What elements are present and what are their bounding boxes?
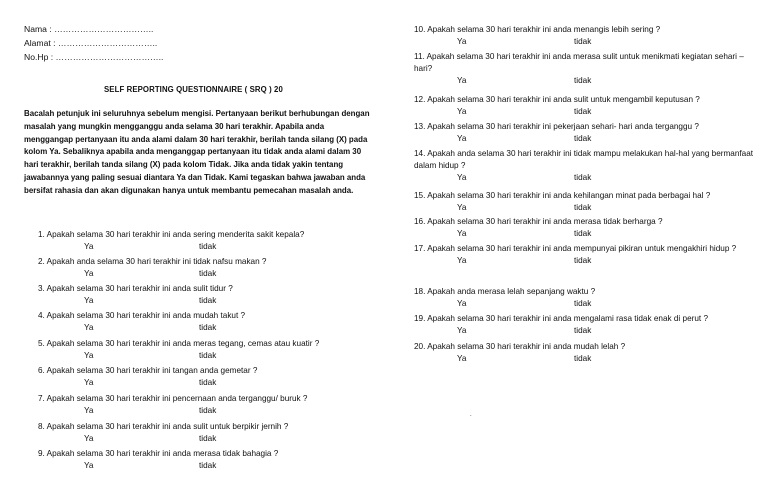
answer-tidak[interactable]: tidak bbox=[199, 433, 217, 443]
answer-row bbox=[414, 106, 754, 118]
question-item bbox=[38, 448, 358, 472]
answer-ya[interactable]: Ya bbox=[84, 295, 94, 305]
answer-tidak[interactable]: tidak bbox=[574, 228, 592, 238]
answer-ya[interactable]: Ya bbox=[457, 172, 467, 182]
answer-ya[interactable]: Ya bbox=[457, 255, 467, 265]
answer-row bbox=[38, 268, 358, 280]
question-text: 7. Apakah selama 30 hari terakhir ini pencernaan anda terganggu/ buruk ? bbox=[38, 394, 308, 403]
answer-tidak[interactable]: tidak bbox=[199, 295, 217, 305]
answer-row bbox=[414, 133, 754, 145]
question-item bbox=[414, 24, 754, 48]
answer-row bbox=[414, 325, 754, 337]
answer-ya[interactable]: Ya bbox=[84, 350, 94, 360]
field-nohp: No.Hp : ……………………………….. bbox=[24, 52, 164, 62]
answer-tidak[interactable]: tidak bbox=[574, 255, 592, 265]
question-item bbox=[414, 243, 754, 267]
answer-tidak[interactable]: tidak bbox=[574, 133, 592, 143]
question-text: 10. Apakah selama 30 hari terakhir ini anda menangis lebih sering ? bbox=[414, 25, 661, 34]
answer-ya[interactable]: Ya bbox=[84, 460, 94, 470]
question-item bbox=[38, 229, 358, 253]
question-item bbox=[414, 148, 754, 184]
question-text: 2. Apakah anda selama 30 hari terakhir ini tidak nafsu makan ? bbox=[38, 257, 267, 266]
question-text: 17. Apakah selama 30 hari terakhir ini anda mempunyai pikiran untuk mengakhiri hidup ? bbox=[414, 244, 737, 253]
answer-ya[interactable]: Ya bbox=[84, 268, 94, 278]
question-text: 16. Apakah selama 30 hari terakhir ini anda merasa tidak berharga ? bbox=[414, 217, 663, 226]
answer-tidak[interactable]: tidak bbox=[574, 298, 592, 308]
question-item bbox=[414, 216, 754, 240]
answer-ya[interactable]: Ya bbox=[457, 133, 467, 143]
answer-tidak[interactable]: tidak bbox=[574, 36, 592, 46]
answer-ya[interactable]: Ya bbox=[84, 241, 94, 251]
answer-row bbox=[38, 460, 358, 472]
question-text: 15. Apakah selama 30 hari terakhir ini anda kehilangan minat pada berbagai hal ? bbox=[414, 191, 711, 200]
answer-row bbox=[414, 202, 754, 214]
answer-row bbox=[414, 172, 754, 184]
answer-tidak[interactable]: tidak bbox=[199, 460, 217, 470]
answer-tidak[interactable]: tidak bbox=[574, 202, 592, 212]
question-item bbox=[414, 341, 754, 365]
question-text: 18. Apakah anda merasa lelah sepanjang waktu ? bbox=[414, 287, 596, 296]
answer-tidak[interactable]: tidak bbox=[199, 322, 217, 332]
instructions-paragraph: Bacalah petunjuk ini seluruhnya sebelum mengisi. Pertanyaan berikut berhubungan dengan masalah yang mungkin mengganggu anda selama 30 hari terakhir. Apabila anda menggangap pertanyaan itu anda alami dalam 30 hari terakhir, berilah tanda silang (X) pada kolom Ya. Sebaliknya apabila anda menganggap pertanyaan itu tidak anda alami dalam 30 hari terakhir, berilah tanda silang (X) pada kolom Tidak. Jika anda tidak yakin tentang jawabannya yang paling sesuai diantara Ya dan Tidak. Kami tegaskan bahwa jawaban anda bersifat rahasia dan akan digunakan hanya untuk membantu pemecahan masalah anda. bbox=[24, 109, 370, 195]
question-text: 12. Apakah selama 30 hari terakhir ini anda sulit untuk mengambil keputusan ? bbox=[414, 95, 700, 104]
question-text: 1. Apakah selama 30 hari terakhir ini anda sering menderita sakit kepala? bbox=[38, 230, 305, 239]
answer-ya[interactable]: Ya bbox=[457, 298, 467, 308]
answer-ya[interactable]: Ya bbox=[84, 377, 94, 387]
question-item bbox=[38, 283, 358, 307]
answer-ya[interactable]: Ya bbox=[457, 228, 467, 238]
question-text: 5. Apakah selama 30 hari terakhir ini anda meras tegang, cemas atau kuatir ? bbox=[38, 339, 320, 348]
question-item bbox=[414, 51, 754, 87]
answer-ya[interactable]: Ya bbox=[457, 75, 467, 85]
answer-row bbox=[414, 298, 754, 310]
question-text: 8. Apakah selama 30 hari terakhir ini anda sulit untuk berpikir jernih ? bbox=[38, 422, 289, 431]
answer-row bbox=[414, 75, 754, 87]
question-text: 3. Apakah selama 30 hari terakhir ini anda sulit tidur ? bbox=[38, 284, 233, 293]
answer-tidak[interactable]: tidak bbox=[574, 75, 592, 85]
question-item bbox=[38, 338, 368, 362]
question-item bbox=[414, 121, 754, 145]
question-item bbox=[414, 286, 754, 310]
answer-row bbox=[38, 350, 368, 362]
question-item bbox=[38, 365, 358, 389]
answer-row bbox=[414, 36, 754, 48]
question-text: 14. Apakah anda selama 30 hari terakhir ini tidak mampu melakukan hal-hal yang bermanfaat dalam hidup ? bbox=[414, 149, 754, 170]
question-text: 6. Apakah selama 30 hari terakhir ini tangan anda gemetar ? bbox=[38, 366, 258, 375]
answer-tidak[interactable]: tidak bbox=[574, 353, 592, 363]
answer-row bbox=[38, 433, 358, 445]
answer-ya[interactable]: Ya bbox=[457, 106, 467, 116]
answer-tidak[interactable]: tidak bbox=[199, 241, 217, 251]
question-text: 13. Apakah selama 30 hari terakhir ini pekerjaan sehari- hari anda terganggu ? bbox=[414, 122, 699, 131]
respondent-fields bbox=[24, 22, 163, 64]
question-item bbox=[38, 310, 358, 334]
answer-tidak[interactable]: tidak bbox=[199, 377, 217, 387]
answer-tidak[interactable]: tidak bbox=[199, 405, 217, 415]
question-text: 19. Apakah selama 30 hari terakhir ini anda mengalami rasa tidak enak di perut ? bbox=[414, 314, 709, 323]
answer-tidak[interactable]: tidak bbox=[574, 106, 592, 116]
answer-row bbox=[414, 255, 754, 267]
answer-ya[interactable]: Ya bbox=[84, 405, 94, 415]
answer-ya[interactable]: Ya bbox=[84, 322, 94, 332]
answer-row bbox=[38, 377, 358, 389]
question-text: 11. Apakah selama 30 hari terakhir ini anda merasa sulit untuk menikmati kegiatan sehari –hari? bbox=[414, 52, 744, 73]
answer-tidak[interactable]: tidak bbox=[199, 350, 217, 360]
field-nama: Nama : …………………………….. bbox=[24, 24, 154, 34]
answer-row bbox=[414, 353, 754, 365]
question-item bbox=[38, 256, 358, 280]
question-text: 9. Apakah selama 30 hari terakhir ini anda merasa tidak bahagia ? bbox=[38, 449, 279, 458]
question-text: 20. Apakah selama 30 hari terakhir ini anda mudah lelah ? bbox=[414, 342, 626, 351]
answer-ya[interactable]: Ya bbox=[457, 36, 467, 46]
question-item bbox=[38, 393, 368, 417]
answer-tidak[interactable]: tidak bbox=[574, 325, 592, 335]
answer-row bbox=[38, 405, 368, 417]
stray-mark: . bbox=[470, 412, 472, 418]
answer-row bbox=[38, 295, 358, 307]
answer-tidak[interactable]: tidak bbox=[574, 172, 592, 182]
question-item bbox=[414, 94, 754, 118]
answer-ya[interactable]: Ya bbox=[457, 353, 467, 363]
answer-row bbox=[38, 322, 358, 334]
question-item bbox=[414, 190, 754, 214]
answer-ya[interactable]: Ya bbox=[457, 325, 467, 335]
answer-row bbox=[38, 241, 358, 253]
answer-ya[interactable]: Ya bbox=[457, 202, 467, 212]
field-alamat: Alamat : …………………………….. bbox=[24, 38, 158, 48]
answer-row bbox=[414, 228, 754, 240]
question-item bbox=[38, 421, 358, 445]
answer-ya[interactable]: Ya bbox=[84, 433, 94, 443]
question-item bbox=[414, 313, 754, 337]
question-text: 4. Apakah selama 30 hari terakhir ini anda mudah takut ? bbox=[38, 311, 246, 320]
questionnaire-title: SELF REPORTING QUESTIONNAIRE ( SRQ ) 20 bbox=[104, 85, 283, 94]
answer-tidak[interactable]: tidak bbox=[199, 268, 217, 278]
